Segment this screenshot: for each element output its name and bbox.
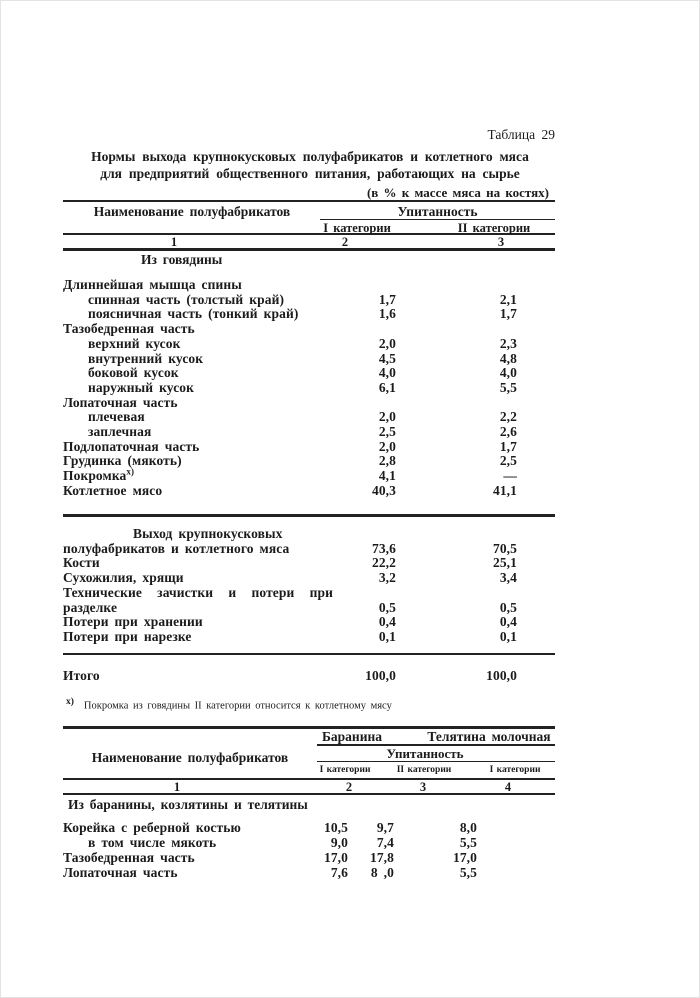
table2-name-header: Наименование полуфабрикатов [91, 750, 289, 765]
table1-cat2-header: II категории [457, 221, 531, 235]
table1-name-header: Наименование полуфабрикатов [93, 204, 291, 219]
category1-value: 73,6 [371, 540, 396, 556]
product-name: Выход крупнокусковых [133, 526, 283, 541]
footnote-marker: х) [66, 697, 74, 707]
table2-mutton-header: Баранина [321, 729, 383, 744]
table-row [63, 440, 555, 455]
table-row [63, 571, 555, 586]
mutton-cat1-value: 17,0 [323, 850, 348, 865]
product-name: разделке [63, 599, 118, 615]
category1-value: 2,0 [378, 409, 396, 425]
unit-note: (в % к массе мяса на костях) [366, 185, 549, 200]
table2-cat3-header: I категории [489, 765, 541, 775]
category2-value: 0,4 [499, 614, 517, 630]
category1-value: 100,0 [365, 668, 396, 683]
table-row [63, 820, 555, 835]
product-name: Грудинка (мякоть) [63, 453, 182, 469]
category1-value [333, 527, 396, 542]
category2-value [396, 586, 517, 601]
product-name: внутренний кусок [88, 350, 204, 366]
category1-value: 1,6 [378, 306, 396, 322]
product-name: Тазобедренная часть [63, 850, 195, 865]
table-row [63, 352, 555, 367]
category1-value: 1,7 [378, 291, 396, 307]
table1-colnum-2: 2 [341, 235, 349, 249]
category2-value [396, 278, 517, 293]
table-row [63, 466, 555, 484]
product-name: Потери при хранении [63, 614, 203, 630]
category1-value: 6,1 [378, 379, 396, 395]
category2-value: 41,1 [492, 482, 517, 498]
table-row [63, 454, 555, 469]
category2-value: 3,4 [499, 570, 517, 586]
product-name: боковой кусок [88, 365, 179, 381]
product-name: Сухожилия, хрящи [63, 570, 184, 586]
product-name: Длиннейшая мышца спины [63, 277, 242, 292]
mutton-cat2-value: 7,4 [376, 835, 394, 850]
table-row [63, 307, 555, 322]
category1-value: 4,1 [378, 468, 396, 484]
product-name: Покромка$^{х)}$ [63, 466, 135, 484]
table-row [63, 484, 555, 499]
product-name: полуфабрикатов и котлетного мяса [63, 540, 290, 556]
category2-value: 4,8 [499, 350, 517, 366]
table-row [63, 410, 555, 425]
veal-cat1-value: 5,5 [459, 865, 477, 880]
category2-value [396, 322, 517, 337]
table-row [63, 669, 555, 684]
table-row [63, 337, 555, 352]
table-row [63, 322, 555, 337]
category1-value: 2,0 [378, 335, 396, 351]
document-title-line2: для предприятий общественного питания, работающих на сырье [100, 165, 520, 181]
table-row [63, 601, 555, 616]
category1-value: 2,0 [378, 438, 396, 454]
category1-value: 0,4 [378, 614, 396, 630]
category1-value: 4,5 [378, 350, 396, 366]
mutton-cat2-value: 9,7 [376, 820, 394, 835]
product-name: наружный кусок [88, 379, 195, 395]
table2-group-header: Упитанность [386, 746, 464, 761]
product-name: Тазобедренная часть [63, 321, 195, 337]
product-name: Потери при нарезке [63, 628, 192, 644]
table1-group-header: Упитанность [397, 204, 478, 219]
table1-total-rule [63, 653, 555, 655]
category1-value: 0,5 [378, 599, 396, 615]
product-name: Лопаточная часть [63, 865, 178, 880]
table-row [63, 527, 555, 542]
category2-value [396, 396, 517, 411]
table-row [63, 835, 555, 850]
table-row [63, 630, 555, 645]
category1-value: 4,0 [378, 365, 396, 381]
table2-rows [63, 820, 555, 880]
table-row [63, 366, 555, 381]
veal-cat1-value: 17,0 [452, 850, 477, 865]
category1-value: 2,8 [378, 453, 396, 469]
product-name: Корейка с реберной костью [63, 820, 241, 835]
table-row [63, 381, 555, 396]
category2-value: 2,5 [499, 453, 517, 469]
table1-colnum-3: 3 [497, 235, 505, 249]
table1-top-rule [63, 200, 555, 202]
table2-head-rule [63, 778, 555, 780]
category1-value [333, 586, 396, 601]
product-name: спинная часть (толстый край) [88, 291, 285, 307]
mutton-cat2-value: 8 ,0 [370, 865, 394, 880]
table1-colnum-1: 1 [170, 235, 178, 249]
category2-value: 2,2 [499, 409, 517, 425]
product-name: верхний кусок [88, 335, 181, 351]
footnote [66, 697, 392, 712]
table-row [63, 556, 555, 571]
table2-colnum-2: 2 [345, 780, 353, 794]
category1-value: 22,2 [371, 555, 396, 571]
category1-value: 3,2 [378, 570, 396, 586]
table2-numbers-rule [63, 793, 555, 795]
category2-value: 2,6 [499, 424, 517, 440]
document-title [60, 149, 560, 182]
footnote-text: Покромка из говядины II категории относится к котлетному мясу [83, 700, 392, 712]
table-row [63, 278, 555, 293]
table1-summary-rows [63, 527, 555, 645]
category2-value: 4,0 [499, 365, 517, 381]
table-number-label: Таблица 29 [487, 127, 555, 142]
table-row [63, 850, 555, 865]
category2-value: 0,5 [499, 599, 517, 615]
table-row [63, 542, 555, 557]
category2-value: 25,1 [492, 555, 517, 571]
product-name: Технические зачистки и потери при [63, 584, 333, 600]
table-row [63, 865, 555, 880]
product-name: поясничная часть (тонкий край) [88, 306, 299, 322]
product-name: Лопаточная часть [63, 394, 178, 410]
category2-value: 5,5 [499, 379, 517, 395]
product-name: Котлетное мясо [63, 482, 163, 498]
table1-total-row [63, 669, 555, 684]
veal-cat1-value: 8,0 [459, 820, 477, 835]
table-row [63, 425, 555, 440]
category2-value: 0,1 [499, 628, 517, 644]
category2-value: 2,3 [499, 335, 517, 351]
category2-value: 2,1 [499, 291, 517, 307]
category1-value [333, 278, 396, 293]
table2-veal-header: Телятина молочная [427, 729, 551, 744]
table2-cat2-header: II категории [396, 765, 452, 775]
product-name: в том числе мякоть [88, 835, 217, 850]
category1-value: 0,1 [378, 628, 396, 644]
table1-main-rows [63, 278, 555, 499]
table-row [63, 586, 555, 601]
category2-value: 70,5 [492, 540, 517, 556]
category2-value: — [503, 468, 517, 484]
section-title-beef: Из говядины [141, 252, 223, 267]
table-row [63, 396, 555, 411]
table1-cat1-header: I категории [323, 221, 391, 235]
table1-section-rule [63, 514, 555, 517]
document-title-line1: Нормы выхода крупнокусковых полуфабрикатов и котлетного мяса [91, 149, 529, 164]
table-row [63, 293, 555, 308]
category2-value: 100,0 [486, 668, 517, 683]
mutton-cat1-value: 7,6 [330, 865, 348, 880]
category2-value: 1,7 [499, 438, 517, 454]
product-name: заплечная [88, 424, 152, 440]
category2-value [396, 527, 517, 542]
category2-value: 1,7 [499, 306, 517, 322]
category1-value: 40,3 [371, 482, 396, 498]
table2-colnum-3: 3 [419, 780, 427, 794]
mutton-cat2-value: 17,8 [369, 850, 394, 865]
category1-value [333, 396, 396, 411]
mutton-cat1-value: 9,0 [330, 835, 348, 850]
table2-cat1-header: I категории [319, 765, 371, 775]
product-name: Подлопаточная часть [63, 438, 200, 454]
table2-colnum-4: 4 [504, 780, 512, 794]
table1-numbers-rule [63, 248, 555, 251]
table-row [63, 615, 555, 630]
category1-value: 2,5 [378, 424, 396, 440]
section-title-mutton: Из баранины, козлятины и телятины [68, 797, 308, 812]
mutton-cat1-value: 10,5 [323, 820, 348, 835]
product-name: Итого [63, 668, 100, 683]
category1-value [333, 322, 396, 337]
product-name: плечевая [88, 409, 145, 425]
product-name: Кости [63, 555, 100, 571]
veal-cat1-value: 5,5 [459, 835, 477, 850]
table2-colnum-1: 1 [173, 780, 181, 794]
